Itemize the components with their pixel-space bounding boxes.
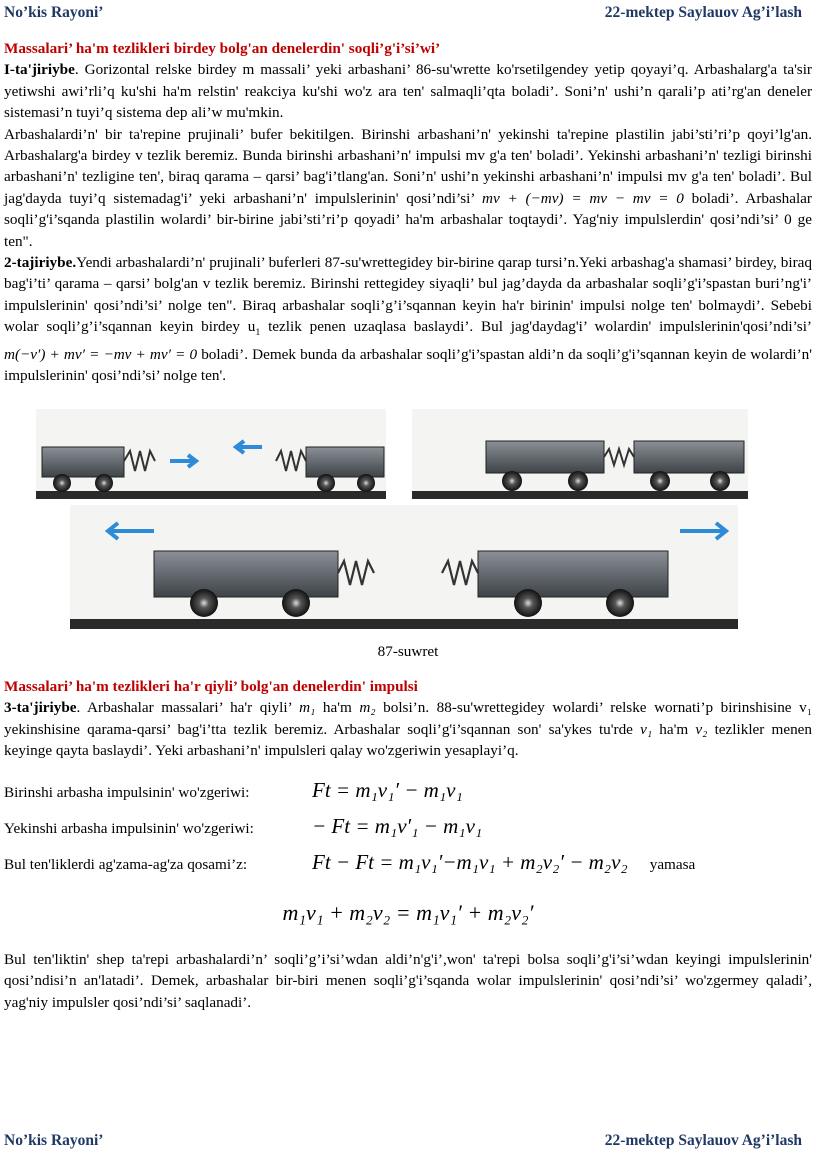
equation-line-2: [4, 813, 812, 852]
footer-right: 22-mektep Saylauov Ag’i’lash: [604, 1132, 802, 1149]
paragraph2: [4, 124, 812, 252]
exp2-text-b: tezlik penen uzaqlasa baslaydi’. Bul jag'daydag'i’ wolardin' impulslerinin'qosi’ndi’si’: [260, 318, 812, 336]
velocity-v2: v₂: [695, 720, 708, 738]
experiment3-paragraph: [4, 697, 812, 761]
exp1-text: . Gorizontal relske birdey m massali’ yeki arbashani’ 86-su'wrette ko'rsetilgendey yetip qoyayi’q. Arbashalarg'a ta'sir yetiwshi awi’rli’q ku'shi ha'm relstin' reakciya ku'shi wo'z ara ten' salmaqli’qta boladi’. Soni’n' ushi’n qarali’p ati’rg'an deneler sistemasi’n tuyi’q sistema dep ali’w mu'mkin.: [4, 61, 812, 122]
page-header: [0, 2, 816, 23]
exp2-label: 2-tajiriybe.: [4, 254, 77, 272]
equation-line-3: [4, 849, 812, 888]
line3-label: Bul ten'liklerdi ag'zama-ag'za qosami’z:: [4, 855, 248, 873]
section2-title: Massalari’ ha'm tezlikleri ha'r qiyli’ bolg'an denelerdin' impulsi: [4, 677, 418, 695]
line2-label: Yekinshi arbasha impulsinin' wo'zgeriwi:: [4, 819, 254, 837]
exp2-text-c: boladi’. Demek bunda da arbashalar soqli’g'i’spastan aldi’n da soqli’g'i’sqannan keyin de wolardi’n' impulslerinin' qosi’ndi’si’ nolge ten'.: [4, 345, 812, 385]
exp1-label: I-ta'jiriybe: [4, 61, 75, 79]
equation-line-1: [4, 777, 812, 816]
velocity-v1: v₁: [640, 720, 653, 738]
line2-equation: − Ft = m₁v′₁ − m₁v₁: [312, 813, 483, 838]
experiment2-paragraph: [4, 252, 812, 386]
panel-top-right: [412, 409, 748, 499]
para2-b: boladi’. Arbashalar soqli’g'i’sqanda plastilin wolardi’ bir-birine jabi’sti’ri’p qoyadi’ ha'm arbashalar toqtaydi’. Yag'niy impulslerdin' qosi’ndi’si’ 0 ge ten".: [4, 189, 812, 250]
exp3-and: ha'm: [315, 699, 360, 717]
mass-m1: m₁: [299, 699, 316, 717]
exp3-label: 3-ta'jiriybe: [4, 699, 77, 717]
footer-left: No’kis Rayoni’: [4, 1132, 104, 1149]
line3-suffix: yamasa: [649, 855, 696, 873]
panel-bottom: [70, 505, 738, 629]
exp2-sub: 1: [255, 327, 261, 339]
header-left: No’kis Rayoni’: [4, 4, 104, 21]
header-right: 22-mektep Saylauov Ag’i’lash: [604, 4, 802, 21]
line1-equation: Ft = m₁v₁′ − m₁v₁: [312, 777, 463, 802]
panel-top-left: [36, 409, 386, 499]
exp3-text-c: ha'm: [652, 720, 696, 738]
exp3-text-d: tezlikler menen keyinge qayta baslaydi’. Yeki arbashani’n' impulsleri qalay wo'zgeriwin yesaplayi’q.: [4, 720, 812, 760]
line3-equation: Ft − Ft = m₁v₁′−m₁v₁ + m₂v₂′ − m₂v₂: [312, 849, 628, 874]
exp2-text-a: Yendi arbashalardi’n' prujinali’ buferleri 87-su'wrettegidey bir-birine qarap tursi’n.Yeki arbashag'a shamasi’ birdey, biraq bag'i’ti’ qarama – qarsi’ bolg'an v tezlik beremiz. Birinshi rettegidey siyaqli’ bul jag’dayda da arbashalar soqli’g'i’spastan buri’ng'i’ impulslerinin' qosi’ndi’si’ nolge ten". Biraq arbashalar soqli’g’i’sqannan keyin ha'r birinin' impulsi nolge ten' bolmaydi’. Sebebi wolar soqli’g’i’sqannan keyin birdey u: [4, 254, 812, 336]
exp3-text-b: bolsi’n. 88-su'wrettegidey wolardi’ relske wornati’p birinshisine v₁ yekinshisine qarama-qarsi’ bag'i’tta tezlik beremiz. Arbashalar soqli’g'i’sqannan son' sa'ykes tu'rde: [4, 699, 812, 738]
para2-a: Arbashalardi’n' bir ta'repine prujinali’ bufer bekitilgen. Birinshi arbashani’n' yekinshi ta'repine plastilin jabi’sti’ri’p qoyi’lg'an. Arbashalarg'a birdey v tezlik beremiz. Bunda birinshi arbashani’n' impulsi mv g'a ten' boladi’. Yekinshi arbashani’n' tezligi birinshi arbashani’n' tezligine ten', biraq qarama – qarsi’ bag'i’tlang'an. Soni’n' ushi’n yekinshi arbashani’n' impulsi mv g'a ten' boladi’. Bul jag'dayda tuyi’q sistemadag'i’ yeki arbashani’n' impulslerinin' qosi’ndi’si’: [4, 125, 812, 207]
line1-label: Birinshi arbasha impulsinin' wo'zgeriwi:: [4, 783, 250, 801]
equation-2: m(−v′) + mv′ = −mv + mv′ = 0: [4, 345, 198, 363]
page-content: [4, 38, 812, 1013]
final-paragraph: Bul ten'liktin' shep ta'repi arbashalardi’n’ soqli’g’i’si’wdan aldi’n'g'i’,won' ta'repi bolsa soqli’g'i’si’wdan keyingi impulslerinin' qosi’ndisi’n an'latadi’. Demek, arbashalar bir-biri menen soqli’g'i’sqanda wolar impulslerinin' qosi’ndi’si’ wo'zgermey qaladi’, yag'niy impulsler qosi’ndi’si’ saqlanadi’.: [4, 950, 812, 1011]
carts-illustration: [4, 401, 812, 631]
mass-m2: m₂: [359, 699, 376, 717]
experiment1-paragraph: [4, 59, 812, 123]
figure-87: [4, 401, 812, 631]
page-footer: [0, 1130, 816, 1151]
momentum-conservation-equation: m₁v₁ + m₂v₂ = m₁v₁′ + m₂v₂′: [282, 899, 534, 925]
figure-caption: 87-suwret: [377, 642, 439, 660]
equation-1: mv + (−mv) = mv − mv = 0: [482, 189, 684, 207]
exp3-text-a: . Arbashalar massalari’ ha'r qiyli’: [76, 699, 300, 717]
section1-title: Massalari’ ha'm tezlikleri birdey bolg'an denelerdin' soqli’g'i’si’wi’: [4, 40, 441, 57]
